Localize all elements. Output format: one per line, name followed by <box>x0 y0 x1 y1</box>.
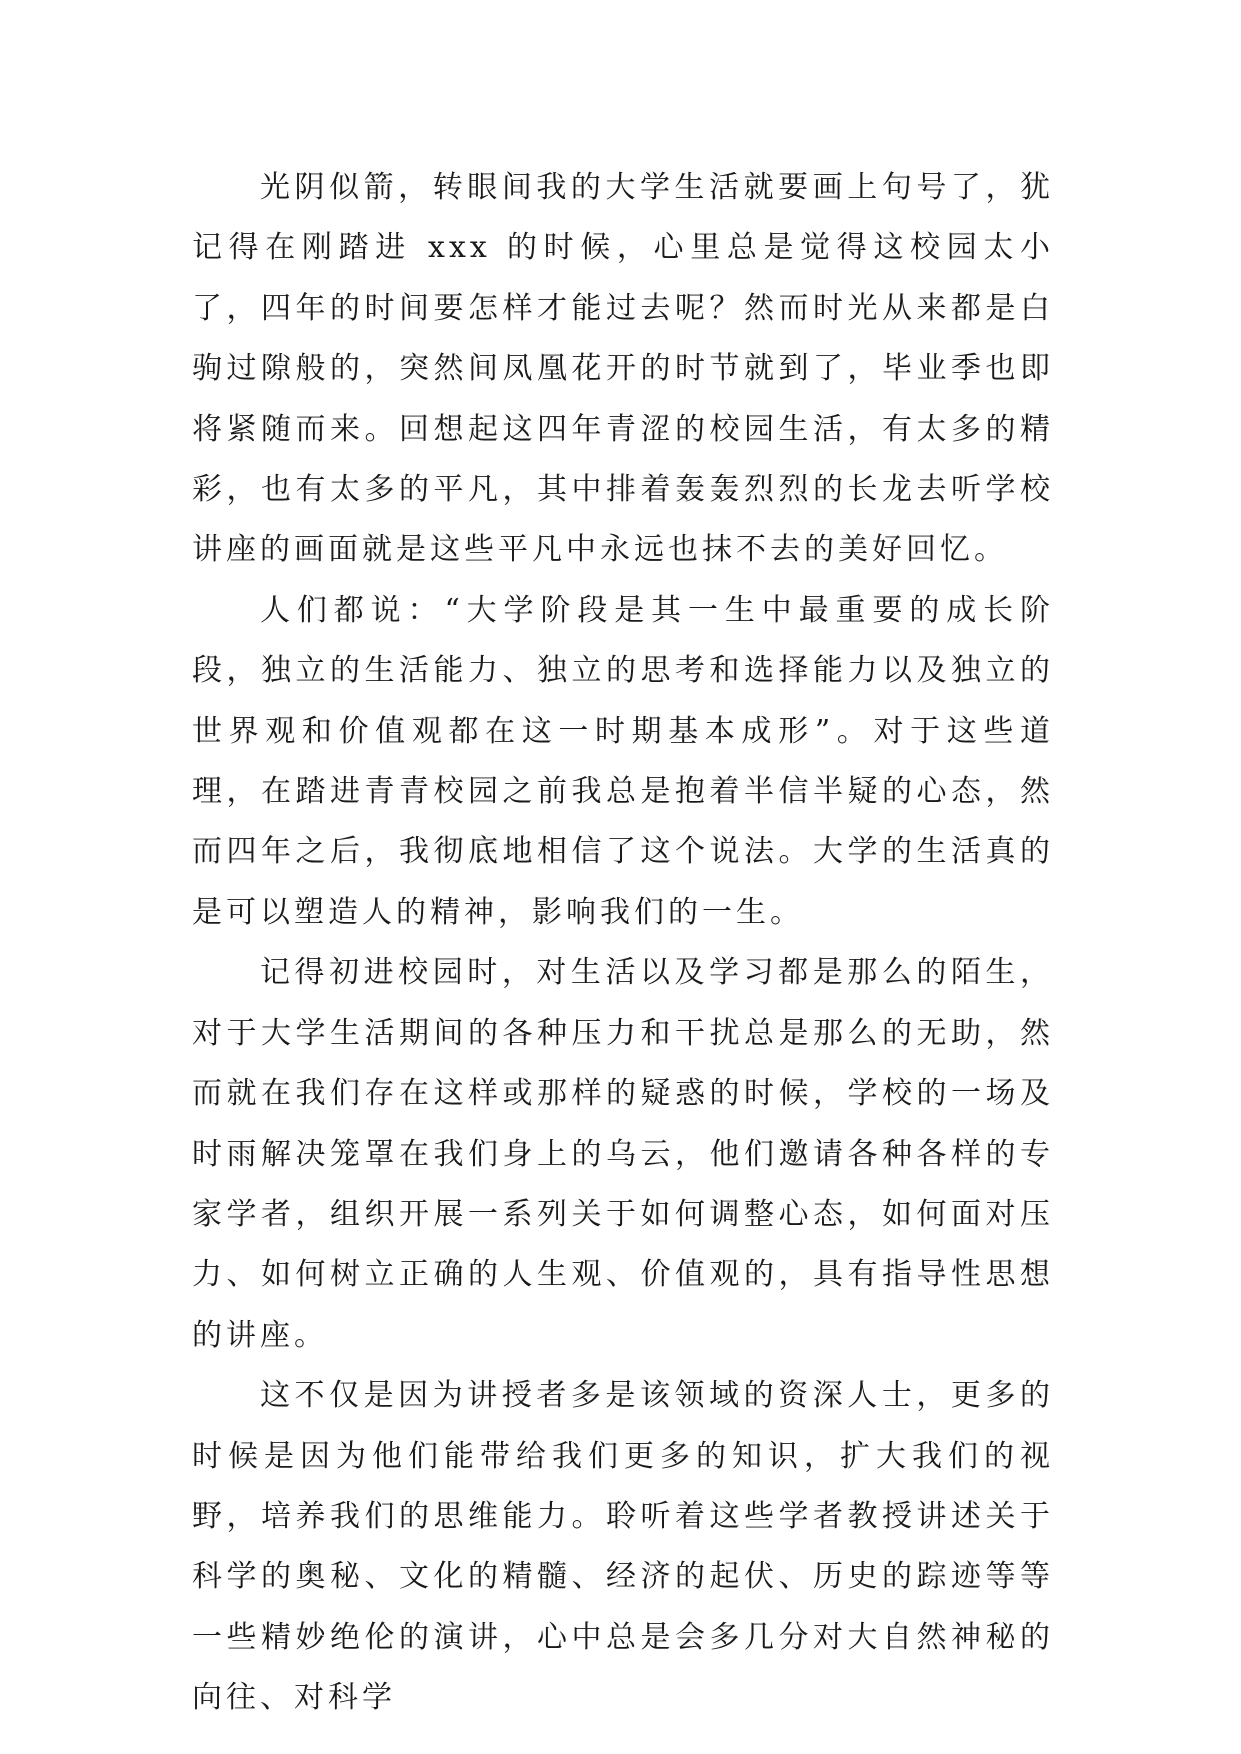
paragraph-4: 这不仅是因为讲授者多是该领域的资深人士，更多的时候是因为他们能带给我们更多的知识，扩大我们的视野，培养我们的思维能力。聆听着这些学者教授讲述关于科学的奥秘、文化的精髓、经济的起伏、历史的踪迹等等一些精妙绝伦的演讲，心中总是会多几分对大自然神秘的向往、对科学 <box>192 1378 1054 1716</box>
paragraph-3: 记得初进校园时，对生活以及学习都是那么的陌生，对于大学生活期间的各种压力和干扰总是那么的无助，然而就在我们存在这样或那样的疑惑的时候，学校的一场及时雨解决笼罩在我们身上的乌云，他们邀请各种各样的专家学者，组织开展一系列关于如何调整心态，如何面对压力、如何树立正确的人生观、价值观的，具有指导性思想的讲座。 <box>192 955 1054 1353</box>
body-text <box>192 158 1054 1729</box>
paragraph-2: 人们都说：“大学阶段是其一生中最重要的成长阶段，独立的生活能力、独立的思考和选择能力以及独立的世界观和价值观都在这一时期基本成形”。对于这些道理，在踏进青青校园之前我总是抱着半信半疑的心态，然而四年之后，我彻底地相信了这个说法。大学的生活真的是可以塑造人的精神，影响我们的一生。 <box>192 592 1054 930</box>
paragraph-1: 光阴似箭，转眼间我的大学生活就要画上句号了，犹记得在刚踏进 xxx 的时候，心里总是觉得这校园太小了，四年的时间要怎样才能过去呢？然而时光从来都是白驹过隙般的，突然间凤凰花开的时节就到了，毕业季也即将紧随而来。回想起这四年青涩的校园生活，有太多的精彩，也有太多的平凡，其中排着轰轰烈烈的长龙去听学校讲座的画面就是这些平凡中永远也抹不去的美好回忆。 <box>192 170 1054 568</box>
